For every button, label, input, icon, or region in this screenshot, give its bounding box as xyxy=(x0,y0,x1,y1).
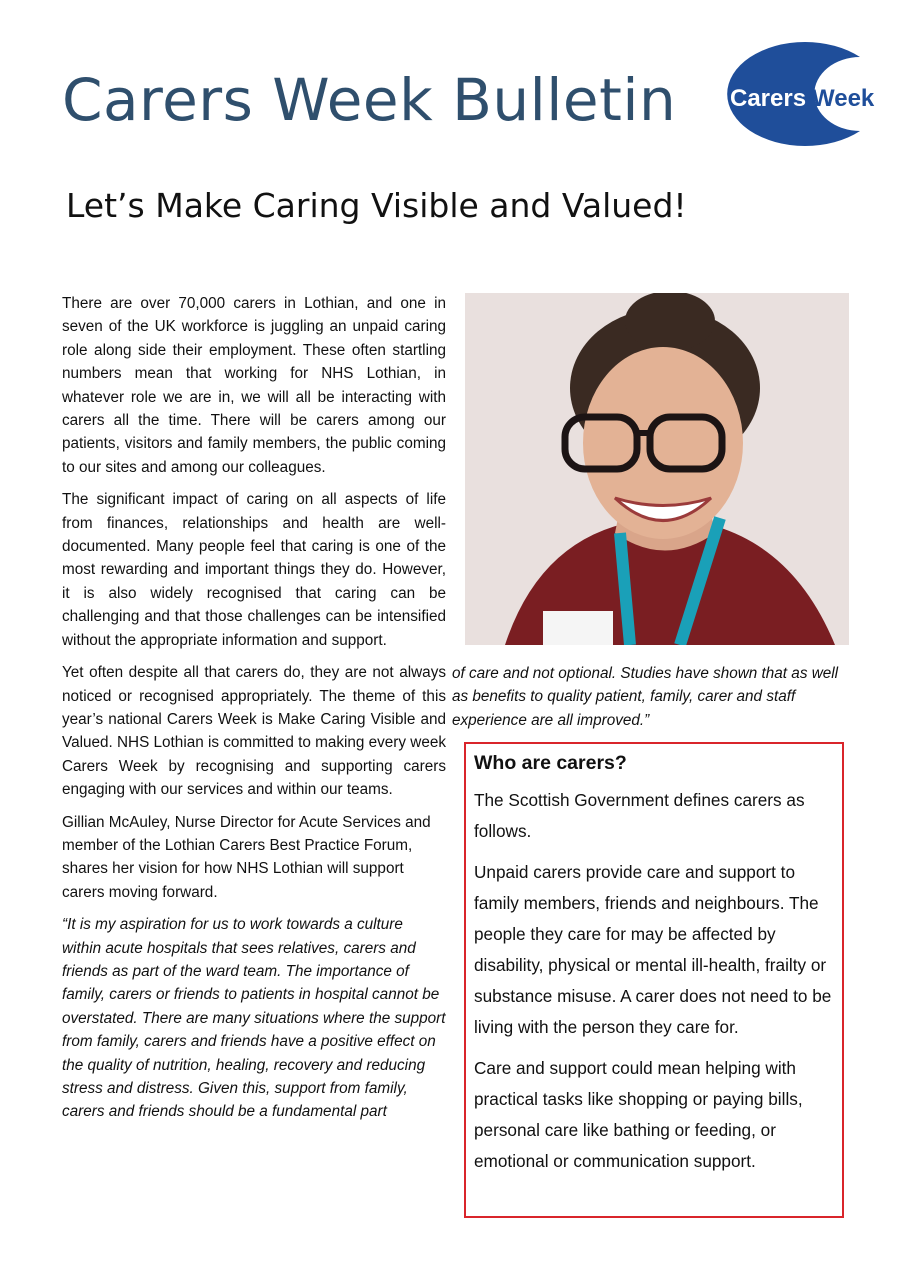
bulletin-subtitle: Let’s Make Caring Visible and Valued! xyxy=(66,186,687,225)
logo-text: Carers xyxy=(730,85,807,112)
portrait-photo xyxy=(465,293,849,645)
carers-week-logo xyxy=(700,30,900,158)
quote-end: of care and not optional. Studies have shown that as well as benefits to quality patient, family, carer and staff experience are all improved.” xyxy=(452,665,839,729)
box-paragraph-unpaid-carers: Unpaid carers provide care and support to family members, friends and neighbours. The people they care for may be affected by disability, physical or mental ill-health, frailty or substance misuse. A carer does not need to be living with the person they care for. xyxy=(474,862,832,1037)
box-paragraph-care-support: Care and support could mean helping with practical tasks like shopping or paying bills, personal care like bathing or feeding, or emotional or communication support. xyxy=(474,1058,803,1171)
article-body xyxy=(62,292,446,1133)
paragraph-intro: There are over 70,000 carers in Lothian, and one in seven of the UK workforce is juggling an unpaid caring role along side their employment. These often startling numbers mean that working for NHS Lothian, in whatever role we are in, we will all be interacting with carers all the time. There will be carers among our patients, visitors and family members, the public coming to our sites and among our colleagues. xyxy=(62,295,446,476)
box-paragraph-definition: The Scottish Government defines carers as follows. xyxy=(474,790,805,841)
paragraph-theme: Yet often despite all that carers do, they are not always noticed or recognised appropriately. The theme of this year’s national Carers Week is Make Caring Visible and Valued. NHS Lothian is committed to making every week Carers Week by recognising and supporting carers engaging with our services and within our teams. xyxy=(62,664,447,799)
paragraph-introduction-quote: Gillian McAuley, Nurse Director for Acute Services and member of the Lothian Carers Best Practice Forum, shares her vision for how NHS Lothian will support carers moving forward. xyxy=(62,813,431,901)
quote-start: “It is my aspiration for us to work towards a culture within acute hospitals that sees relatives, carers and friends as part of the ward team. The importance of family, carers or friends to patients in hospital cannot be overstated. There are many situations where the support from family, carers and friends have a positive effect on the quality of nutrition, healing, recovery and reducing stress and distress. Given this, support from family, carers and friends should be a fundamental part xyxy=(62,916,446,1121)
svg-text:Week: Week xyxy=(812,85,875,112)
paragraph-impact: The significant impact of caring on all aspects of life from finances, relationships and health are well-documented. Many people feel that caring is one of the most rewarding and important things they do. However, it is also widely recognised that caring can be challenging and that those challenges can be intensified without the appropriate information and support. xyxy=(62,491,446,649)
box-heading: Who are carers? xyxy=(474,752,627,774)
who-are-carers-box xyxy=(464,742,844,1218)
bulletin-title: Carers Week Bulletin xyxy=(62,66,677,134)
